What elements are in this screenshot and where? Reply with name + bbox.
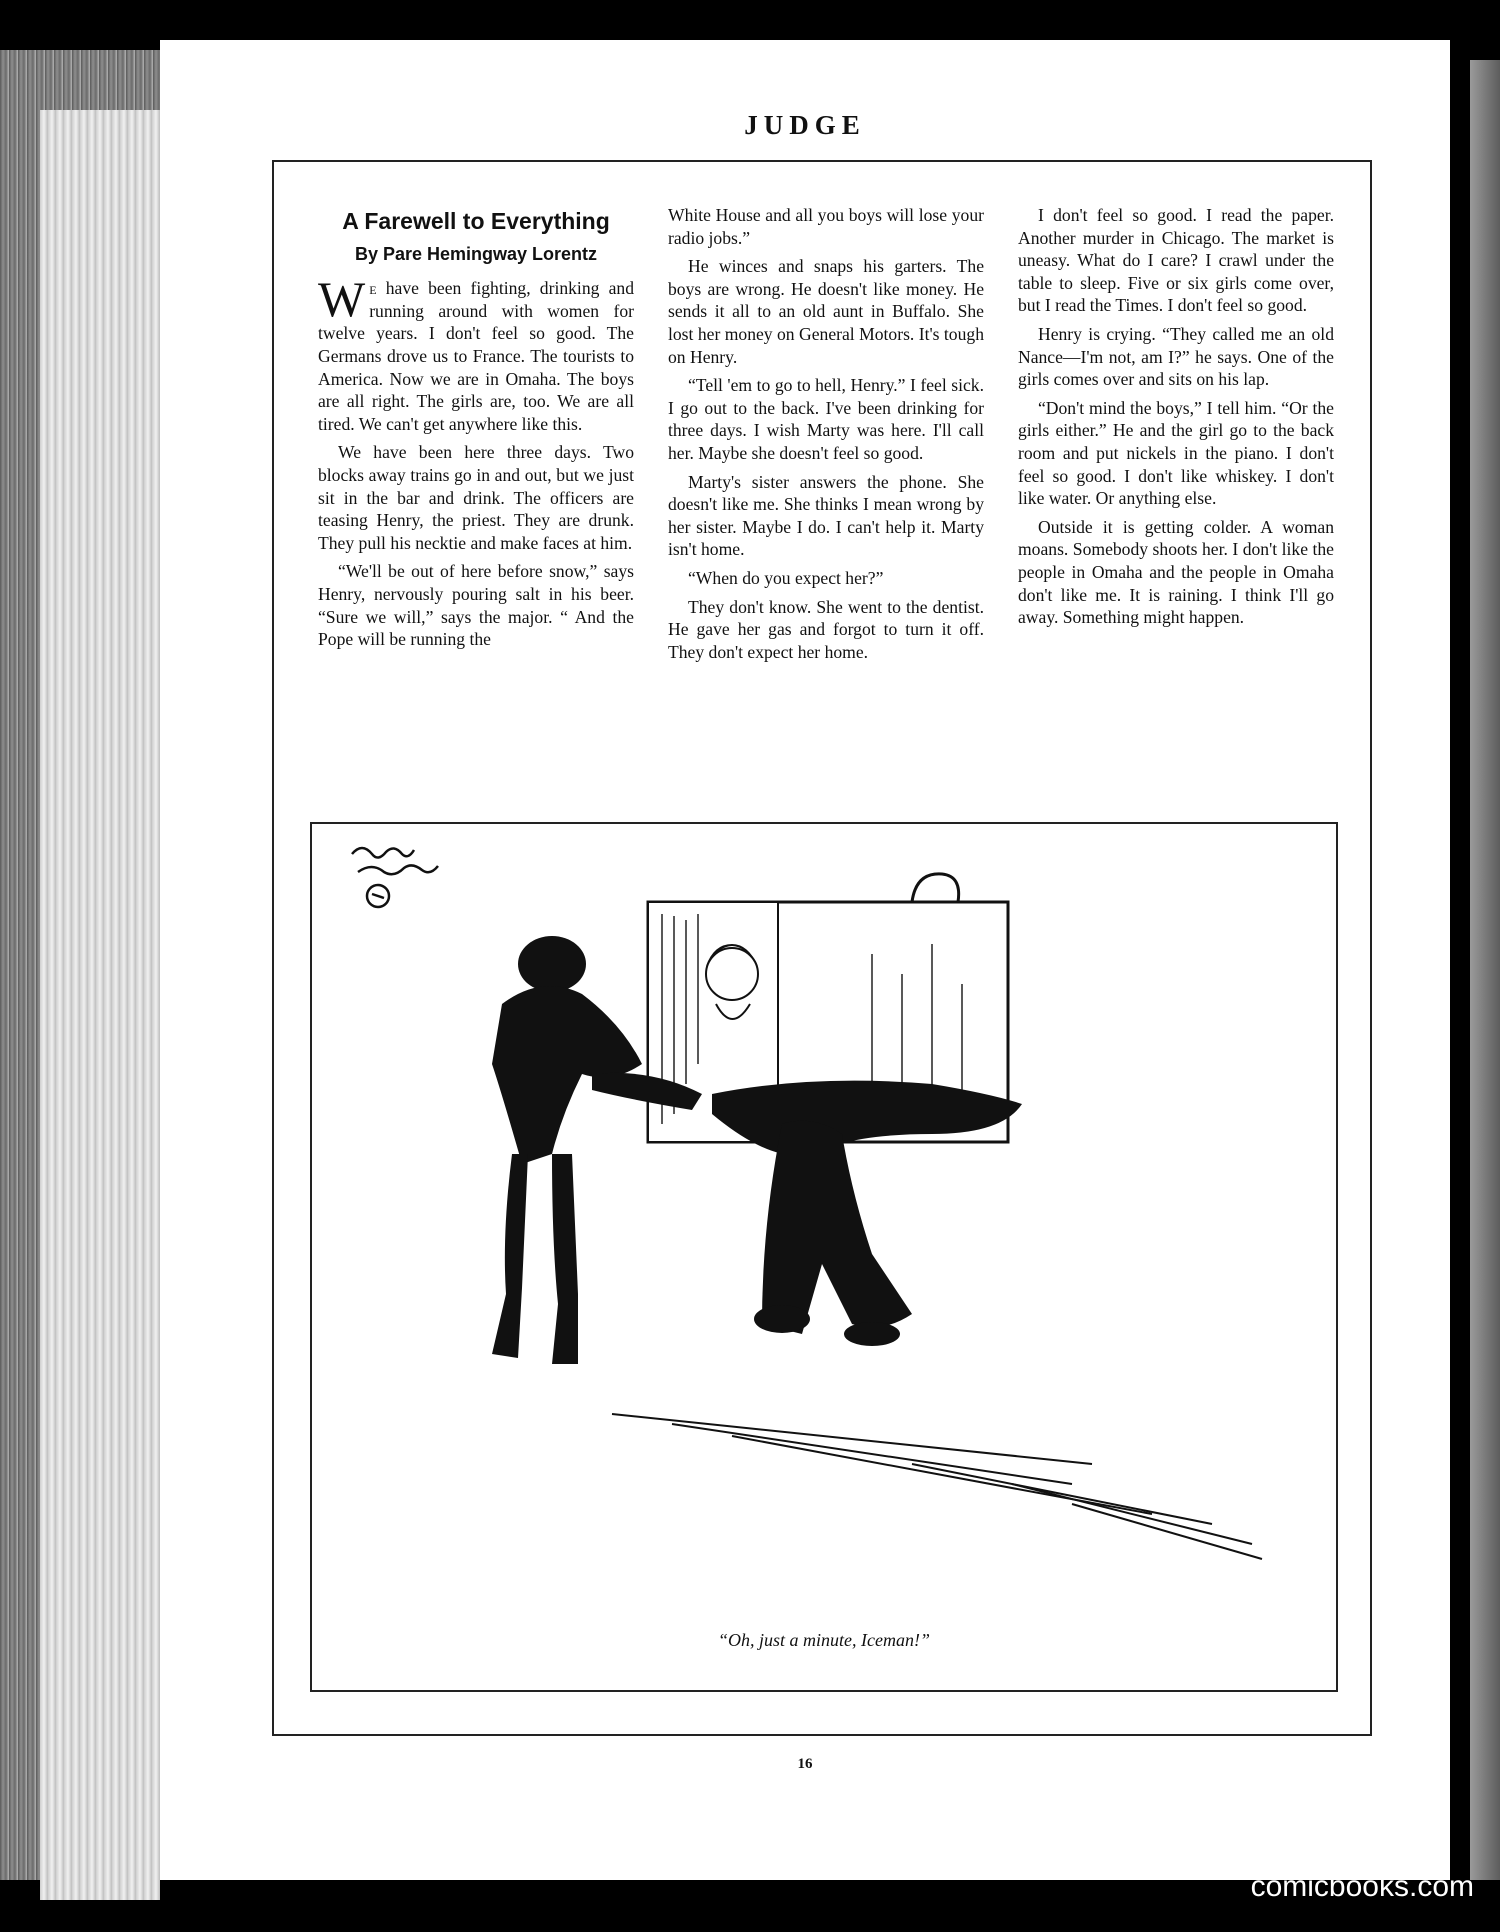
paragraph: We have been here three days. Two blocks away trains go in and out, but we just sit in the bar and drink. The officers are teasing Henry, the priest. They are drunk. They pull his necktie and make faces at him. [318, 442, 634, 553]
paragraph: They don't know. She went to the dentist. He gave her gas and forgot to turn it off. They don't expect her home. [668, 596, 984, 662]
column-2 [668, 204, 984, 804]
paragraph [318, 271, 634, 435]
column-3 [1018, 204, 1334, 804]
paragraph: He winces and snaps his garters. The boys are wrong. He doesn't like money. He sends it all to an old aunt in Buffalo. She lost her money on General Motors. It's tough on Henry. [668, 256, 984, 367]
paragraph-text: have been fighting, drinking and running around with women for twelve years. I don't feel so good. The Germans drove us to France. The tourists to America. Now we are in Omaha. The boys are all right. The girls are, too. We are all tired. We can't get anywhere like this. [318, 278, 634, 434]
cartoon-illustration [312, 824, 1336, 1690]
article-columns [318, 204, 1334, 804]
paragraph: Henry is crying. “They called me an old Nance—I'm not, am I?” he says. One of the girls comes over and sits on his lap. [1018, 323, 1334, 390]
paragraph: Outside it is getting colder. A woman moans. Somebody shoots her. I don't like the people in Omaha and the people in Omaha don't like me. It is raining. I think I'll go away. Something might happen. [1018, 516, 1334, 628]
iceman-figure [712, 1081, 1022, 1346]
page-number: 16 [797, 1756, 813, 1772]
paragraph: “When do you expect her?” [688, 567, 884, 588]
cartoon-caption: “Oh, just a minute, Iceman!” [718, 1630, 930, 1650]
masthead: JUDGE [744, 110, 866, 140]
paragraph: Marty's sister answers the phone. She doesn't like me. She thinks I mean wrong by her sister. Maybe I do. I can't help it. Marty isn't home. [668, 471, 984, 560]
article-frame [272, 160, 1372, 1736]
paragraph: White House and all you boys will lose your radio jobs.” [668, 205, 984, 248]
cartoon-panel [310, 822, 1338, 1692]
watermark: comicbooks.com [1250, 1870, 1474, 1903]
column-1 [318, 204, 634, 804]
first-word-rest: e [369, 278, 377, 299]
paragraph: I don't feel so good. I read the paper. Another murder in Chicago. The market is uneasy. What do I care? I crawl under the table to sleep. Five or six girls come over, but I read the Times. I don't feel so good. [1018, 205, 1334, 316]
article-title: A Farewell to Everything [342, 208, 610, 234]
paragraph: “Tell 'em to go to hell, Henry.” I feel sick. I go out to the back. I've been drinking for three days. I wish Marty was here. I'll call her. Maybe she doesn't feel so good. [668, 375, 984, 463]
artist-signature [352, 848, 438, 907]
paragraph: “Don't mind the boys,” I tell him. “Or the girls either.” He and the girl go to the back room and put nickels in the piano. I don't feel so good. I don't like whiskey. I don't like water. Or anything else. [1018, 397, 1334, 509]
book-page-edges [0, 50, 160, 1880]
book-page-edges-inner [40, 110, 160, 1900]
book-spine-right [1470, 60, 1500, 1880]
article-byline: By Pare Hemingway Lorentz [354, 243, 598, 264]
paragraph: “We'll be out of here before snow,” says Henry, nervously pouring salt in his beer. “Sure we will,” says the major. “ And the Pope will be running the [318, 561, 634, 650]
ground-shadow [612, 1414, 1262, 1559]
magazine-page [160, 40, 1450, 1880]
drop-cap: W [318, 271, 366, 328]
